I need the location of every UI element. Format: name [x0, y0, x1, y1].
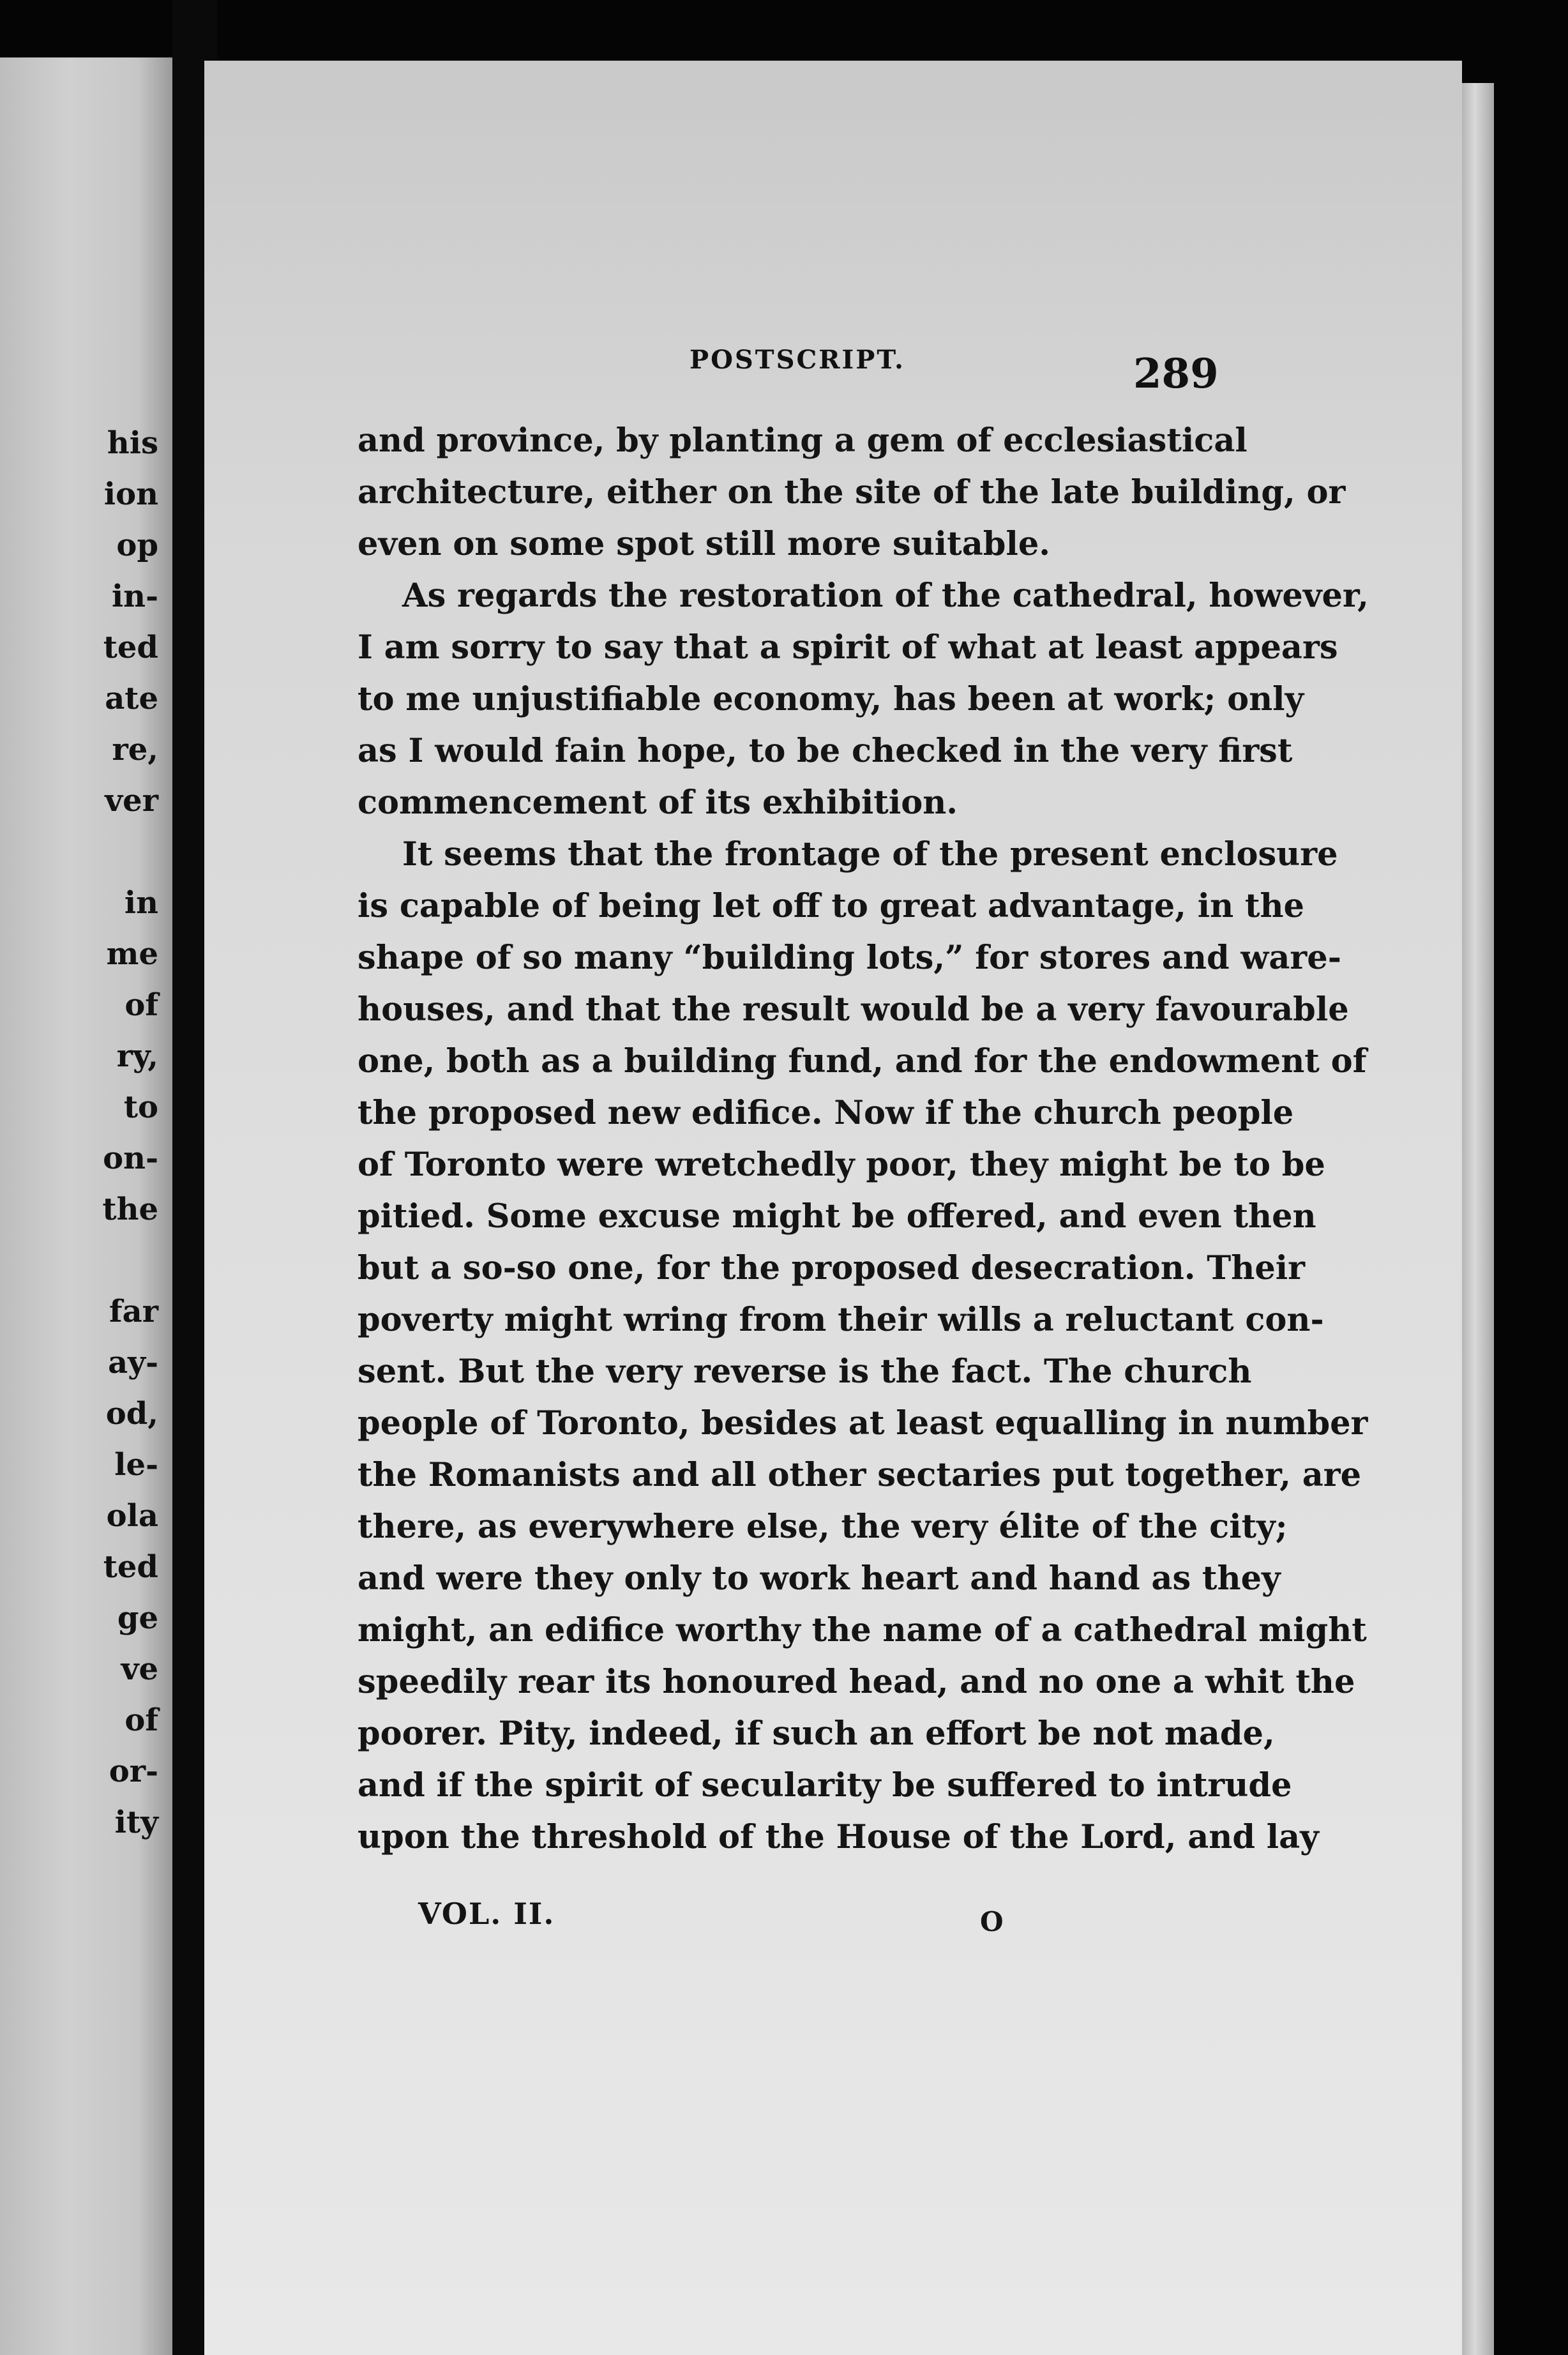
- previous-page-fragment: ted: [103, 1549, 158, 1585]
- previous-page-fragment: in-: [111, 579, 158, 614]
- previous-page-fragment: of: [124, 987, 158, 1023]
- text-line: architecture, either on the site of the late building, or: [358, 473, 1346, 511]
- text-line: the proposed new edifice. Now if the church people: [358, 1094, 1294, 1132]
- previous-page-fragment: of: [124, 1702, 158, 1738]
- text-line: upon the threshold of the House of the Lord, and lay: [358, 1818, 1319, 1856]
- previous-page-fragment: ate: [105, 681, 158, 716]
- text-line: even on some spot still more suitable.: [358, 525, 1051, 563]
- previous-page-fragment: far: [109, 1294, 158, 1329]
- previous-page-edge: [0, 57, 172, 2355]
- text-line: and province, by planting a gem of ecclesiastical: [358, 421, 1248, 460]
- text-line: commencement of its exhibition.: [358, 784, 958, 822]
- previous-page-fragment: ge: [117, 1600, 158, 1636]
- previous-page-fragment: ted: [103, 630, 158, 665]
- text-line: there, as everywhere else, the very élite of the city;: [358, 1508, 1288, 1546]
- text-line: one, both as a building fund, and for the endowment of: [358, 1042, 1367, 1080]
- previous-page-fragment: od,: [105, 1396, 158, 1432]
- previous-page-fragment: me: [106, 936, 158, 972]
- text-line: It seems that the frontage of the present enclosure: [402, 835, 1338, 874]
- previous-page-text-fragments: [0, 57, 172, 2355]
- text-line: but a so-so one, for the proposed desecration. Their: [358, 1249, 1306, 1287]
- body-text: [358, 415, 1369, 1863]
- text-line: shape of so many “building lots,” for stores and ware-: [358, 939, 1341, 977]
- text-line: speedily rear its honoured head, and no one a whit the: [358, 1663, 1355, 1701]
- previous-page-fragment: re,: [112, 732, 158, 768]
- running-head: POSTSCRIPT.: [690, 345, 905, 375]
- previous-page-fragment: ola: [106, 1498, 158, 1534]
- previous-page-fragment: to: [123, 1089, 158, 1125]
- previous-page-fragment: le-: [114, 1447, 158, 1483]
- page-number: 289: [1133, 350, 1219, 398]
- text-line: to me unjustifiable economy, has been at work; only: [358, 680, 1304, 718]
- previous-page-fragment: op: [116, 527, 158, 563]
- previous-page-fragment: on-: [103, 1140, 158, 1176]
- text-line: and if the spirit of secularity be suffered to intrude: [358, 1766, 1292, 1805]
- text-line: as I would fain hope, to be checked in the very first: [358, 732, 1293, 770]
- text-line: houses, and that the result would be a very favourable: [358, 990, 1349, 1029]
- previous-page-fragment: ay-: [108, 1345, 158, 1381]
- printer-signature-mark: O: [980, 1906, 1004, 1937]
- text-line: pitied. Some excuse might be offered, and even then: [358, 1197, 1316, 1236]
- previous-page-fragment: in: [124, 885, 158, 921]
- text-line: poorer. Pity, indeed, if such an effort be not made,: [358, 1715, 1275, 1753]
- text-line: As regards the restoration of the cathedral, however,: [402, 577, 1369, 615]
- text-line: the Romanists and all other sectaries put together, are: [358, 1456, 1362, 1494]
- previous-page-fragment: the: [102, 1192, 158, 1227]
- previous-page-fragment: ion: [103, 476, 158, 512]
- text-line: is capable of being let off to great advantage, in the: [358, 887, 1304, 925]
- previous-page-fragment: his: [107, 425, 158, 461]
- text-line: I am sorry to say that a spirit of what at least appears: [358, 628, 1338, 667]
- page-stack-edge: [1462, 83, 1494, 2355]
- previous-page-fragment: ry,: [116, 1038, 158, 1074]
- text-line: and were they only to work heart and hand as they: [358, 1559, 1281, 1598]
- previous-page-fragment: ity: [114, 1805, 158, 1840]
- text-line: of Toronto were wretchedly poor, they might be to be: [358, 1146, 1325, 1184]
- text-line: might, an edifice worthy the name of a cathedral might: [358, 1611, 1367, 1649]
- text-line: poverty might wring from their wills a reluctant con-: [358, 1301, 1324, 1339]
- previous-page-fragment: ve: [121, 1651, 158, 1687]
- previous-page-fragment: ver: [105, 783, 158, 819]
- text-line: sent. But the very reverse is the fact. The church: [358, 1352, 1252, 1391]
- volume-signature: VOL. II.: [418, 1897, 555, 1931]
- previous-page-fragment: or-: [109, 1753, 158, 1789]
- text-line: people of Toronto, besides at least equalling in number: [358, 1404, 1368, 1443]
